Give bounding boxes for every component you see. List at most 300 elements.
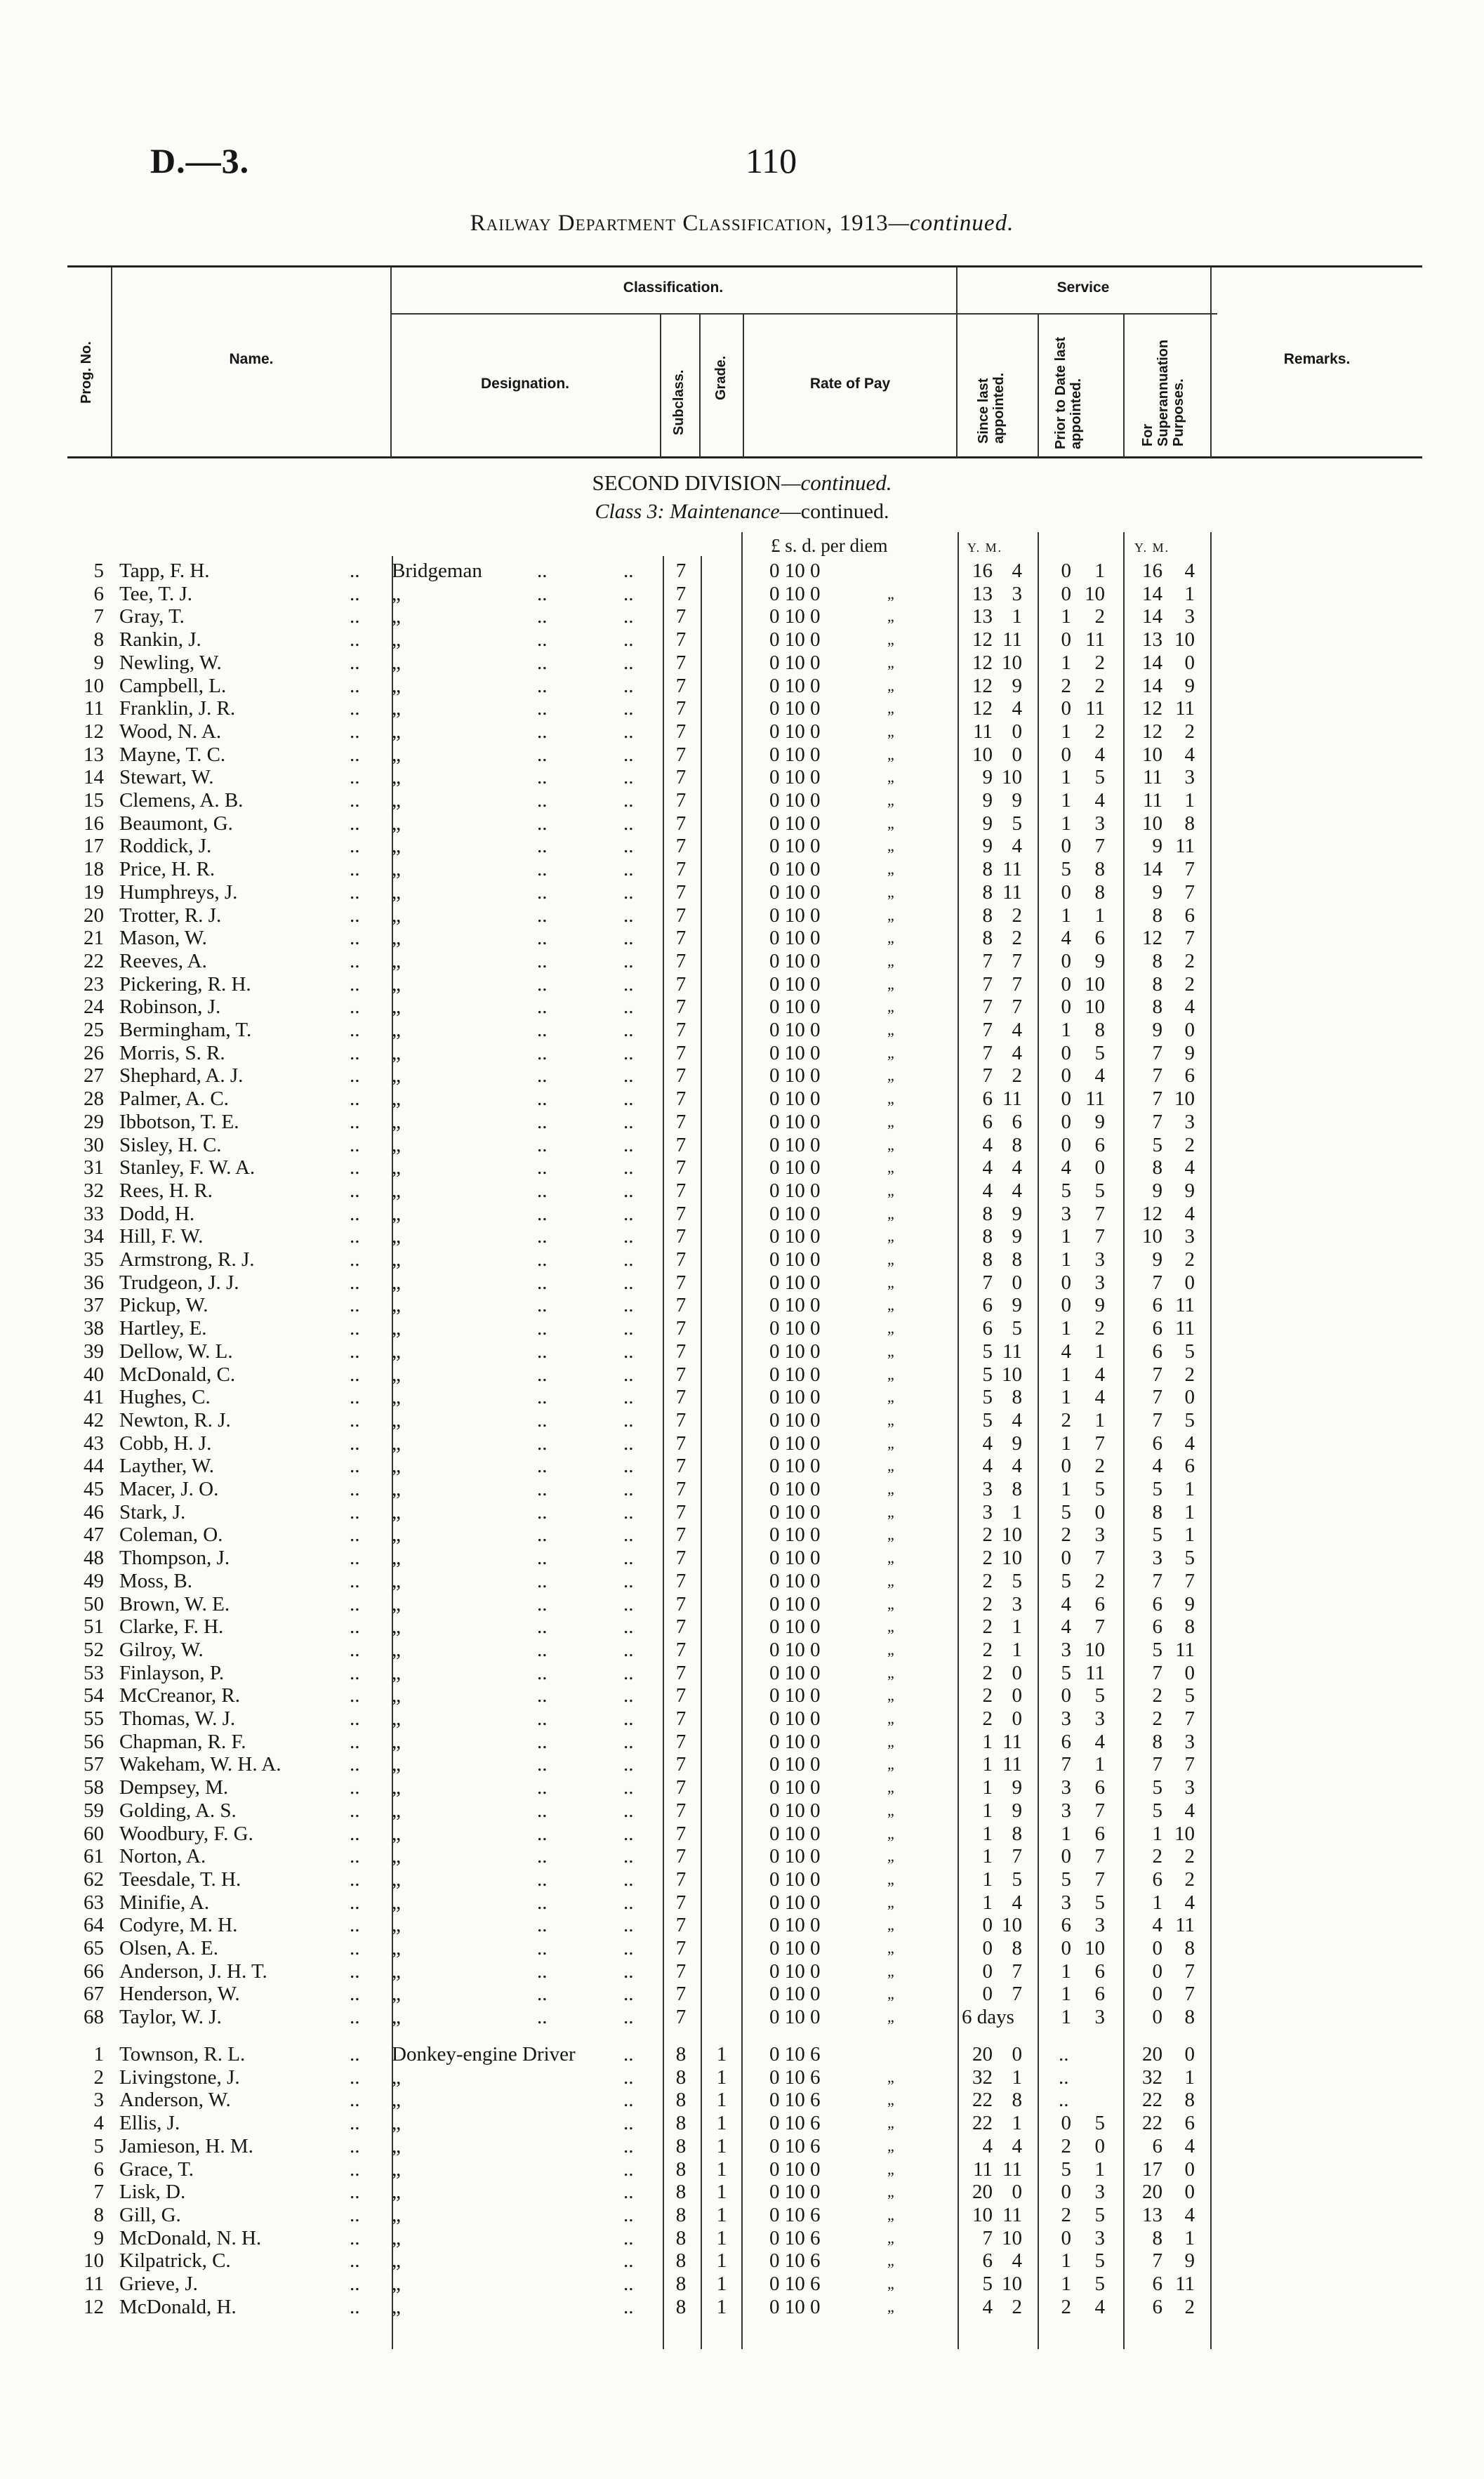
leader-dots: .. [623,2273,634,2295]
header-superannuation: For Superannuation Purposes. [1140,339,1186,447]
rate-of-pay: 0 10 0 [769,1041,821,1064]
leader-dots: .. [537,1088,548,1111]
prog-number: 53 [84,1661,104,1684]
prior-years: 3 [1061,1707,1071,1730]
superannuation-years: 8 [1152,1156,1162,1179]
designation: „ [392,1478,401,1500]
since-last-years: 1 [982,1822,993,1845]
superannuation-years: 5 [1152,1133,1162,1156]
designation: „ [392,628,401,652]
prog-number: 28 [84,1088,104,1111]
leader-dots: .. [537,1547,548,1570]
per-diem-ditto: „ [887,1686,894,1705]
since-last-years: 4 [982,1455,993,1478]
superannuation-years: 20 [1142,2043,1162,2065]
since-last-months: 1 [1012,605,1022,628]
since-last-months: 5 [1012,1867,1022,1891]
designation: „ [392,2226,401,2249]
superannuation-months: 10 [1174,628,1195,652]
designation: „ [392,651,401,674]
since-last-months: 10 [1002,2273,1022,2295]
designation: „ [392,1294,401,1317]
leader-dots: .. [623,2295,634,2318]
prog-number: 37 [84,1294,104,1317]
per-diem-ditto: „ [887,1410,894,1429]
per-diem-ditto: „ [887,1640,894,1658]
per-diem-ditto: „ [887,882,894,901]
prior-years: 3 [1061,1776,1071,1799]
prior-months: 0 [1094,2134,1105,2157]
superannuation-months: 9 [1184,1592,1195,1615]
rate-of-pay: 0 10 0 [769,582,821,605]
leader-dots: .. [623,2226,634,2249]
since-last-months: 9 [1012,1294,1022,1317]
designation: „ [392,605,401,628]
superannuation-months: 7 [1184,1959,1195,1983]
page-number: 110 [746,141,797,180]
superannuation-months: 7 [1184,880,1195,904]
designation: „ [392,1500,401,1523]
class-name: Maintenance [670,500,780,523]
rate-of-pay: 0 10 0 [769,651,821,674]
designation: „ [392,1064,401,1088]
since-last-years: 3 [982,1478,993,1500]
per-diem-ditto: „ [887,1502,894,1521]
superannuation-months: 1 [1184,582,1195,605]
table-row [0,2249,1484,2272]
since-last-months: 2 [1012,1064,1022,1088]
since-last-years: 0 [982,1937,993,1959]
since-last-months: 4 [1012,1408,1022,1432]
leader-dots: .. [537,1340,548,1363]
prog-number: 25 [84,1019,104,1041]
prior-years: 5 [1061,1661,1071,1684]
designation: „ [392,1340,401,1363]
leader-dots: .. [623,1225,634,1248]
prog-number: 59 [84,1799,104,1822]
superannuation-years: 7 [1152,1064,1162,1088]
employee-name: Grieve, J. [119,2273,198,2295]
prior-months: 7 [1094,1547,1105,1570]
subclass: 7 [675,904,687,927]
leader-dots: .. [623,674,634,697]
employee-name: Macer, J. O. [119,1478,219,1500]
employee-name: Thompson, J. [119,1547,230,1570]
prior-years: 1 [1061,1019,1071,1041]
leader-dots: .. [537,1661,548,1684]
leader-dots: .. [350,628,360,652]
leader-dots: .. [537,1386,548,1409]
leader-dots: .. [623,2112,634,2135]
designation: „ [392,2134,401,2157]
prior-months: 3 [1094,2006,1105,2029]
leader-dots: .. [350,1547,360,1570]
prior-years: 3 [1061,1202,1071,1225]
prior-years: 6 [1061,1914,1071,1937]
superannuation-years: 9 [1152,1019,1162,1041]
prior-service-blank: .. [1059,2089,1069,2112]
leader-dots: .. [537,1867,548,1891]
subclass: 7 [675,628,687,652]
table-row [0,628,1484,651]
table-row [0,1776,1484,1799]
leader-dots: .. [537,1248,548,1271]
employee-name: Dodd, H. [119,1202,195,1225]
since-last-months: 4 [1012,835,1022,858]
per-diem-ditto: „ [887,1090,894,1108]
employee-name: Shephard, A. J. [119,1064,244,1088]
per-diem-ditto: „ [887,2008,894,2026]
subclass: 7 [675,1730,687,1753]
employee-name: Golding, A. S. [119,1799,237,1822]
rate-of-pay: 0 10 0 [769,1156,821,1179]
rate-of-pay: 0 10 0 [769,628,821,652]
per-diem-ditto: „ [887,998,894,1016]
leader-dots: .. [623,1271,634,1294]
prior-months: 1 [1094,560,1105,582]
superannuation-years: 5 [1152,1776,1162,1799]
leader-dots: .. [537,858,548,881]
since-last-months: 11 [1002,880,1022,904]
leader-dots: .. [623,1455,634,1478]
since-last-years: 1 [982,1867,993,1891]
prog-number: 10 [84,2249,104,2273]
prog-number: 24 [84,996,104,1019]
designation: „ [392,927,401,950]
prior-years: 0 [1061,1455,1071,1478]
per-diem-ditto: „ [887,1710,894,1727]
superannuation-months: 8 [1184,1615,1195,1639]
leader-dots: .. [350,2249,360,2273]
per-diem-ditto: „ [887,1319,894,1337]
rate-of-pay: 0 10 0 [769,1547,821,1570]
leader-dots: .. [537,560,548,582]
table-row [0,1662,1484,1684]
leader-dots: .. [623,2089,634,2112]
prog-number: 27 [84,1064,104,1088]
leader-dots: .. [350,2006,360,2029]
prior-years: 1 [1061,1386,1071,1409]
table-row [0,2043,1484,2065]
since-last-years: 6 [982,2249,993,2273]
prior-months: 5 [1094,766,1105,789]
leader-dots: .. [623,1408,634,1432]
employee-name: Roddick, J. [119,835,212,858]
leader-dots: .. [537,1569,548,1592]
since-last-years: 4 [982,1156,993,1179]
designation: „ [392,1730,401,1753]
leader-dots: .. [350,1088,360,1111]
per-diem-ditto: „ [887,607,894,626]
since-last-months: 4 [1012,2249,1022,2273]
table-row [0,766,1484,788]
subclass: 7 [675,1408,687,1432]
since-last-months: 2 [1012,2295,1022,2318]
designation: „ [392,1202,401,1225]
leader-dots: .. [350,1455,360,1478]
employee-name: Newling, W. [119,651,222,674]
prior-months: 5 [1094,1179,1105,1202]
leader-dots: .. [537,1041,548,1064]
leader-dots: .. [537,1959,548,1983]
since-last-years: 7 [982,949,993,972]
leader-dots: .. [350,605,360,628]
units-service-since: Y. M. [967,541,1003,555]
superannuation-months: 11 [1175,1294,1195,1317]
table-row [0,1225,1484,1248]
table-row [0,996,1484,1018]
leader-dots: .. [623,835,634,858]
since-last-months: 9 [1012,1225,1022,1248]
table-row [0,2181,1484,2203]
prog-number: 64 [84,1914,104,1937]
superannuation-years: 5 [1152,1523,1162,1547]
table-row [0,2006,1484,2028]
rate-of-pay: 0 10 0 [769,1408,821,1432]
prior-years: 0 [1061,1845,1071,1868]
table-row [0,927,1484,949]
leader-dots: .. [350,904,360,927]
since-last-months: 0 [1012,743,1022,766]
since-last-years: 10 [972,743,993,766]
since-last-years: 2 [982,1707,993,1730]
subclass: 7 [675,651,687,674]
table-row [0,1823,1484,1845]
table-row [0,1868,1484,1891]
subclass: 8 [675,2249,687,2273]
superannuation-years: 14 [1142,674,1162,697]
prog-number: 6 [93,2157,104,2181]
since-last-months: 7 [1012,1983,1022,2006]
designation: „ [392,1615,401,1639]
leader-dots: .. [623,1592,634,1615]
per-diem-ditto: „ [887,630,894,649]
rate-of-pay: 0 10 6 [769,2226,821,2249]
designation: „ [392,835,401,858]
table-row [0,605,1484,628]
prog-number: 63 [84,1891,104,1914]
since-last-years: 2 [982,1523,993,1547]
superannuation-months: 11 [1175,2273,1195,2295]
leader-dots: .. [623,1684,634,1707]
since-last-months: 4 [1012,1179,1022,1202]
leader-dots: .. [623,1753,634,1776]
since-last-years: 9 [982,835,993,858]
leader-dots: .. [623,812,634,835]
prior-months: 3 [1094,2226,1105,2249]
prior-months: 7 [1094,1432,1105,1455]
leader-dots: .. [350,812,360,835]
subclass: 8 [675,2089,687,2112]
employee-name: Stanley, F. W. A. [119,1156,256,1179]
per-diem-ditto: „ [887,653,894,671]
superannuation-months: 9 [1184,1179,1195,1202]
prior-years: 0 [1061,835,1071,858]
prior-years: 0 [1061,582,1071,605]
grade: 1 [716,2273,727,2295]
superannuation-years: 12 [1142,927,1162,950]
since-last-months: 11 [1002,1730,1022,1753]
subclass: 7 [675,812,687,835]
table-row [0,1731,1484,1753]
prior-months: 4 [1094,743,1105,766]
since-last-months: 8 [1012,1822,1022,1845]
subclass: 7 [675,1294,687,1317]
subclass: 7 [675,1822,687,1845]
since-last-years: 2 [982,1684,993,1707]
since-last-months: 11 [1002,628,1022,652]
leader-dots: .. [350,697,360,720]
prog-number: 12 [84,2295,104,2318]
since-last-months: 4 [1012,1891,1022,1914]
leader-dots: .. [350,1225,360,1248]
leader-dots: .. [623,1983,634,2006]
table-row [0,2112,1484,2134]
since-last-months: 11 [1002,1088,1022,1111]
leader-dots: .. [350,1799,360,1822]
since-last-months: 3 [1012,582,1022,605]
superannuation-years: 0 [1152,1937,1162,1959]
rate-of-pay: 0 10 0 [769,720,821,743]
prior-years: 0 [1061,2226,1071,2249]
table-row [0,904,1484,927]
leader-dots: .. [350,560,360,582]
employee-name: Mayne, T. C. [119,743,226,766]
since-last-years: 7 [982,996,993,1019]
header-classification: Classification. [623,279,724,296]
leader-dots: .. [623,766,634,789]
prior-years: 1 [1061,2006,1071,2029]
superannuation-months: 5 [1184,1340,1195,1363]
leader-dots: .. [537,697,548,720]
superannuation-months: 2 [1184,1363,1195,1386]
per-diem-ditto: „ [887,1273,894,1291]
subclass: 7 [675,1891,687,1914]
since-last-years: 7 [982,972,993,996]
superannuation-months: 5 [1184,1684,1195,1707]
leader-dots: .. [537,674,548,697]
superannuation-years: 7 [1152,1386,1162,1409]
subclass: 7 [675,972,687,996]
division-title: SECOND DIVISION [592,470,781,495]
prog-number: 23 [84,972,104,996]
prior-months: 2 [1094,720,1105,743]
prior-years: 1 [1061,1478,1071,1500]
since-last-years: 5 [982,1386,993,1409]
leader-dots: .. [623,1615,634,1639]
prog-number: 9 [93,651,104,674]
leader-dots: .. [623,1707,634,1730]
prior-months: 9 [1094,1110,1105,1133]
per-diem-ditto: „ [887,1939,894,1957]
since-last-years: 2 [982,1547,993,1570]
since-last-days: 6 days [962,2006,1014,2029]
designation: „ [392,1317,401,1340]
since-last-years: 2 [982,1569,993,1592]
prior-months: 0 [1094,1156,1105,1179]
leader-dots: .. [350,1523,360,1547]
designation: „ [392,1937,401,1959]
prog-number: 39 [84,1340,104,1363]
subclass: 7 [675,1569,687,1592]
since-last-years: 7 [982,1041,993,1064]
employee-name: Anderson, J. H. T. [119,1959,267,1983]
since-last-months: 7 [1012,949,1022,972]
employee-name: Trotter, R. J. [119,904,222,927]
subclass: 7 [675,1845,687,1868]
prog-number: 40 [84,1363,104,1386]
leader-dots: .. [623,1730,634,1753]
employee-name: Hughes, C. [119,1386,211,1409]
subclass: 7 [675,1455,687,1478]
table-row [0,789,1484,812]
designation: „ [392,1867,401,1891]
subclass: 7 [675,605,687,628]
units-service-super: Y. M. [1134,541,1170,555]
superannuation-years: 7 [1152,1661,1162,1684]
superannuation-years: 4 [1152,1914,1162,1937]
per-diem-ditto: „ [887,1365,894,1383]
per-diem-ditto: „ [887,1916,894,1934]
per-diem-ditto: „ [887,1549,894,1567]
since-last-years: 3 [982,1500,993,1523]
prog-number: 22 [84,949,104,972]
subclass: 7 [675,1753,687,1776]
table-row [0,1134,1484,1156]
prior-months: 4 [1094,1386,1105,1409]
superannuation-months: 6 [1184,904,1195,927]
superannuation-months: 4 [1184,1202,1195,1225]
prior-years: 0 [1061,697,1071,720]
prog-number: 19 [84,880,104,904]
prior-months: 5 [1094,2203,1105,2226]
since-last-years: 11 [973,720,993,743]
superannuation-months: 4 [1184,560,1195,582]
subclass: 7 [675,1156,687,1179]
leader-dots: .. [537,1776,548,1799]
superannuation-years: 5 [1152,1799,1162,1822]
col-divider-since [1038,315,1039,458]
superannuation-years: 8 [1152,904,1162,927]
superannuation-months: 6 [1184,1455,1195,1478]
table-row [0,1845,1484,1867]
since-last-months: 8 [1012,2089,1022,2112]
leader-dots: .. [350,1891,360,1914]
per-diem-ditto: „ [887,929,894,947]
designation: „ [392,1799,401,1822]
per-diem-ditto: „ [887,1870,894,1888]
prior-months: 6 [1094,927,1105,950]
prog-number: 44 [84,1455,104,1478]
per-diem-ditto: „ [887,1571,894,1589]
superannuation-months: 0 [1184,1271,1195,1294]
since-last-months: 9 [1012,1776,1022,1799]
employee-name: Dellow, W. L. [119,1340,233,1363]
rate-of-pay: 0 10 6 [769,2089,821,2112]
prog-number: 42 [84,1408,104,1432]
leader-dots: .. [623,2249,634,2273]
superannuation-months: 0 [1184,1386,1195,1409]
prior-months: 11 [1085,1088,1105,1111]
rate-of-pay: 0 10 0 [769,2181,821,2204]
designation: „ [392,1959,401,1983]
designation: „ [392,972,401,996]
per-diem-ditto: „ [887,1158,894,1177]
superannuation-months: 1 [1184,1523,1195,1547]
grade: 1 [716,2181,727,2204]
rate-of-pay: 0 10 0 [769,927,821,950]
rate-of-pay: 0 10 0 [769,1019,821,1041]
